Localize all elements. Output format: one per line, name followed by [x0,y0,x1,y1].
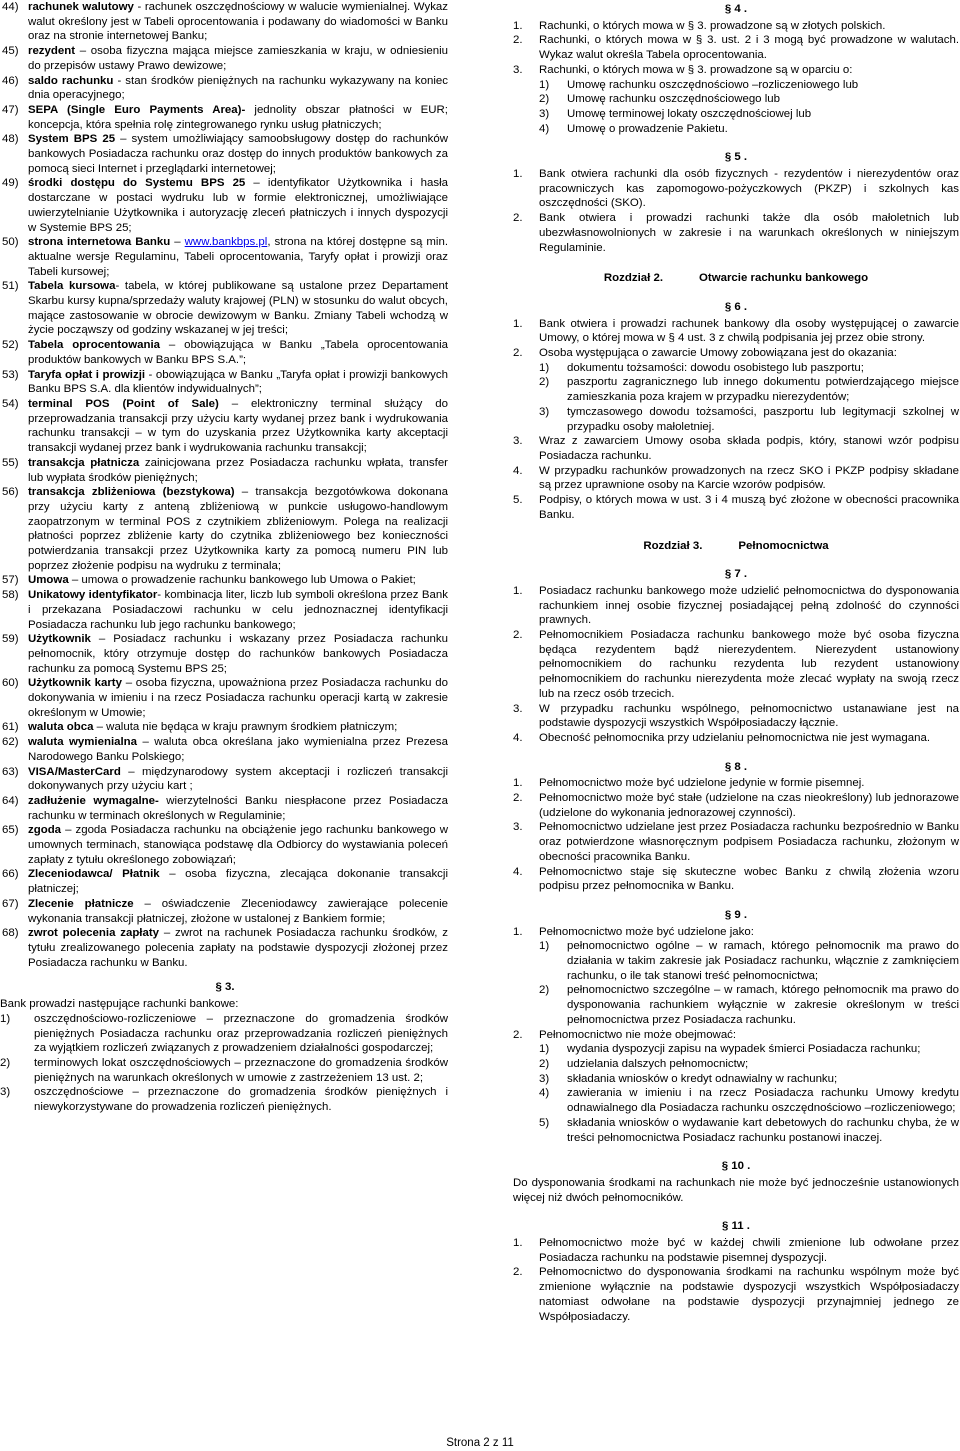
definition-item [2,338,448,367]
definition-item [2,897,448,926]
paragraph-text: Bank otwiera i prowadzi rachunki także dla osób małoletnich lub ubezwłasnowolnionych w zakresie i na warunkach określonych w niniejszym Regulaminie. [539,212,959,254]
paragraph-text: Pełnomocnictwo nie może obejmować: [539,1028,737,1041]
definition-number: 68) [2,927,19,940]
sub-item [539,92,959,107]
paragraph-text: Bank otwiera i prowadzi rachunek bankowy dla osoby występującej o zawarcie Umowy, o której mowa w § 4 ust. 3 z chwilą podpisania jej przez obie strony. [539,317,959,345]
sub-text: składania wniosków o kredyt odnawialny w rachunku; [567,1072,838,1085]
paragraph-item [513,731,959,746]
sub-number: 2) [539,93,550,106]
list-number: 3) [0,1086,11,1099]
definition-number: 61) [2,721,19,734]
sub-text: Umowę o prowadzenie Pakietu. [567,122,728,135]
definition-text: Tabela kursowa- tabela, w której publikowane są ustalone przez Departament Skarbu kursy kupna/sprzedaży waluty krajowej (PLN) w stosunku do walut obcych, mające zastosowanie w obrocie dewizowym w Banku. Zmiany Tabeli wchodzą w życie począwszy od godziny wskazanej w jej treści; [28,280,448,337]
definition-text: środki dostępu do Systemu BPS 25 – identyfikator Użytkownika i hasła dostarczane w postaci wydruku lub w formie elektronicznej, umożliwiające uwierzytelnianie Użytkownika i autoryzację zleceń płatniczych i innych dyspozycji w Systemie BPS 25; [28,177,449,234]
paragraph-item [513,346,959,361]
section-9-heading: § 9 . [724,908,748,921]
definition-item [2,676,448,720]
definition-number: 46) [2,74,19,87]
definition-term: Użytkownik [28,633,91,646]
sub-item [539,375,959,404]
definition-number: 51) [2,280,19,293]
chapter-3-heading [513,539,959,554]
definition-text: Umowa – umowa o prowadzenie rachunku bankowego lub Umowa o Pakiet; [28,574,416,587]
definition-text: Zlecenie płatnicze – oświadczenie Zleceniodawcy zawierające polecenie wykonania transakcji płatniczej, złożone w ustalonej z Bankiem formie; [28,897,448,925]
paragraph-item [513,584,959,628]
definition-text: Unikatowy identyfikator- kombinacja liter, liczb lub symboli określona przez Bank i przekazana Posiadaczowi rachunku w celu jednoznacznej identyfikacji Posiadacza rachunku lub jego rachunku bankowego; [28,589,448,631]
definition-term: Taryfa opłat i prowizji [28,368,146,381]
definition-number: 58) [2,589,19,602]
definition-item [2,397,448,456]
definition-term: terminal POS (Point of Sale) [28,397,219,410]
paragraph-text: Pełnomocnictwo staje się skuteczne wobec Banku z chwilą złożenia wzoru podpisu przez pełnomocnika w Banku. [539,865,959,893]
definition-number: 48) [2,133,19,146]
paragraph-text: Wraz z zawarciem Umowy osoba składa podpis, który, stanowi wzór podpisu Posiadacza rachunku. [539,435,959,462]
paragraph-item [513,1265,959,1324]
paragraph-item [513,434,959,463]
definition-term: Umowa [28,574,69,587]
sub-text: dokumentu tożsamości: dowodu osobistego lub paszportu; [567,361,864,374]
sub-text: wydania dyspozycji zapisu na wypadek śmierci Posiadacza rachunku; [567,1043,921,1056]
definition-text: zwrot polecenia zapłaty – zwrot na rachunek Posiadacza rachunku środków, z tytułu zrealizowanego polecenia zapłaty na podstawie dyspozycji złożonej przez Posiadacza rachunku w Banku. [28,927,448,969]
sub-number: 3) [539,1072,550,1085]
definition-number: 53) [2,368,19,381]
sub-number: 1) [539,78,550,91]
definition-item [2,456,448,485]
paragraph-item [513,820,959,864]
definition-item [2,926,448,970]
definition-item [2,74,448,103]
paragraph-text: Pełnomocnictwo do dysponowania środkami na rachunku wspólnym może być zmienione wyłącznie na podstawie dyspozycji wszystkich Współposiadaczy natomiast odwołane na podstawie dyspozycji przynajmniej jednego ze Współposiadaczy. [539,1266,959,1323]
sub-number: 2) [539,1058,550,1070]
chapter-3-title: Pełnomocnictwa [738,539,829,552]
definition-term: transakcja płatnicza [28,456,140,469]
sub-text: zawierania w imieniu i na rzecz Posiadacza rachunku Umowy kredytu odnawialnego dla Posiadacza rachunku oszczędnościowo –rozliczeniowego; [567,1087,959,1115]
paragraph-item [513,317,959,346]
definition-number: 54) [2,397,19,410]
definition-item [2,235,448,279]
definition-text: zadłużenie wymagalne- wierzytelności Banku niespłacone przez Posiadacza rachunku w terminach określonych w Regulaminie; [28,794,448,822]
paragraph-number: 3. [513,435,523,448]
definition-text: waluta obca – waluta nie będąca w kraju prawnym środkiem płatniczym; [28,721,398,734]
sub-item [539,78,959,93]
definition-number: 64) [2,794,19,807]
paragraph-number: 2. [513,347,523,360]
paragraph-item [513,865,959,894]
sub-item [539,983,959,1027]
paragraph-number: 1. [513,925,523,938]
definition-term: zwrot polecenia zapłaty [28,927,160,940]
definition-number: 49) [2,177,19,190]
definition-term: waluta obca [28,721,94,734]
section-6-heading: § 6 . [724,300,748,313]
sub-number: 1) [539,1043,550,1056]
paragraph-number: 3. [513,702,523,715]
paragraph-number: 1. [513,168,523,181]
sub-item [539,122,959,137]
paragraph-number: 1. [513,777,523,790]
paragraph-item [513,464,959,493]
paragraph-number: 1. [513,19,523,32]
definition-term: Zleceniodawca/ Płatnik [28,868,160,881]
definition-text: SEPA (Single Euro Payments Area)- jednolity obszar płatności w EUR; koncepcja, która spełnia rolę zintegrowanego rynku usług płatniczych; [28,103,448,131]
paragraph-item [513,19,959,34]
sub-text: Umowę rachunku oszczędnościowego lub [567,93,780,106]
definition-item [2,103,448,132]
sub-text: składania wniosków o wydawanie kart debetowych do rachunku chyba, że w treści pełnomocnictwa Posiadacz rachunku postanowi inaczej. [567,1116,959,1144]
paragraph-item [513,702,959,731]
definition-term: Tabela kursowa [28,280,116,293]
paragraph-text: Rachunki, o których mowa w § 3. prowadzone są w złotych polskich. [539,19,886,32]
sub-number: 1) [539,940,550,953]
definition-item [2,794,448,823]
sub-number: 3) [539,405,550,418]
definition-item [2,44,448,73]
paragraph-number: 3. [513,821,523,834]
section-3-intro: Bank prowadzi następujące rachunki bankowe: [0,998,239,1011]
definition-term: VISA/MasterCard [28,765,121,778]
sub-item [539,1086,959,1115]
paragraph-number: 4. [513,464,523,477]
list-text: terminowych lokat oszczędnościowych – przeznaczone do gromadzenia środków pieniężnych na warunkach określonych w umowie z zastrzeżeniem 13 ust. 2; [34,1056,448,1084]
paragraph-text: Pełnomocnikiem Posiadacza rachunku bankowego może być osoba fizyczna będąca rezydentem bądź nierezydentem. Nierezydent ustanowiony pełnomocnikiem do rachunku rezydenta lub rezydent ustanowiony pełnomocnikiem do rachunku nierezydenta może zlecać wypłaty na swoją rzecz lub na rzecz osób trzecich. [539,629,959,700]
definition-item [2,485,448,573]
definition-term: saldo rachunku [28,74,114,87]
paragraph-number: 4. [513,865,523,878]
section-3-block [0,997,448,1115]
sub-number: 4) [539,122,550,135]
definition-text: transakcja zbliżeniowa (bezstykowa) – transakcja bezgotówkowa dokonana przy użyciu karty z anteną zbliżeniową w punkcie usługowo-handlowym zaopatrzonym w terminal POS z czytnikiem zbliżeniowym. Polega na realizacji płatności poprzez zbliżenie karty do czytnika zbliżeniowego bez konieczności potwierdzania transakcji przez Użytkownika karty za pomocą numeru PIN lub poprzez złożenie podpisu na wydruku z terminala; [28,486,448,572]
paragraph-number: 1. [513,584,523,597]
definition-text: Użytkownik karty – osoba fizyczna, upoważniona przez Posiadacza rachunku do dokonywania w imieniu i na rzecz Posiadacza rachunku operacji kartą w zakresie określonym w Umowie; [28,677,448,719]
definition-text: Tabela oprocentowania – obowiązująca w Banku „Tabela oprocentowania produktów bankowych w Banku BPS S.A.”; [28,339,448,366]
account-type-item [0,1056,448,1085]
definition-number: 55) [2,456,19,469]
paragraph-text: Podpisy, o których mowa w ust. 3 i 4 muszą być złożone w obecności pracownika Banku. [539,494,959,521]
paragraph-item [513,493,959,522]
chapter-2-title: Otwarcie rachunku bankowego [699,272,869,285]
sub-item [539,1042,959,1057]
definition-text: rachunek walutowy - rachunek oszczędnościowy w walucie wymienialnej. Wykaz walut określony jest w Tabeli oprocentowania i podawany do wiadomości w Banku oraz na stronie internetowej Banku; [28,1,448,43]
paragraph-text: Rachunki, o których mowa w § 3. ust. 2 i 3 mogą być prowadzone w walutach. Wykaz walut określa Tabela oprocentowania. [539,34,959,62]
definition-item [2,765,448,794]
definition-term: zgoda [28,824,62,837]
paragraph-text: Posiadacz rachunku bankowego może udzielić pełnomocnictwa do dysponowania rachunkiem innej osobie fizycznej posiadającej pełną zdolność do czynności prawnych. [539,584,959,627]
sub-item [539,107,959,122]
definition-number: 56) [2,486,19,499]
definition-item [2,0,448,44]
definition-term: strona internetowa Banku [28,236,171,249]
definition-number: 67) [2,897,19,910]
definition-term: rezydent [28,45,76,58]
definition-term: Użytkownik karty [28,677,122,690]
paragraph-item [513,211,959,255]
sub-number: 4) [539,1087,550,1100]
sub-item [539,1072,959,1087]
paragraph-number: 2. [513,1266,523,1279]
definition-item [2,368,448,397]
sub-text: tymczasowego dowodu tożsamości, paszportu lub legitymacji szkolnej w przypadku osoby małoletniej. [567,405,959,433]
list-text: oszczędnościowe – przeznaczone do gromadzenia środków pieniężnych i niewykorzystywane do prowadzenia rozliczeń pieniężnych. [34,1086,448,1114]
definition-number: 44) [2,1,19,13]
definition-item [2,588,448,632]
paragraph-number: 5. [513,494,523,507]
definition-text: transakcja płatnicza zainicjowana przez Posiadacza rachunku wpłata, transfer lub wypłata środków pieniężnych; [28,456,448,484]
section-8-heading: § 8 . [724,760,748,773]
definition-term: Tabela oprocentowania [28,339,160,352]
definition-term: zadłużenie wymagalne- [28,794,159,807]
definition-term: Unikatowy identyfikator [28,589,158,602]
paragraph-number: 4. [513,731,523,744]
section-7-heading: § 7 . [724,568,748,581]
section-10-heading: § 10 . [721,1160,751,1173]
sub-text: Umowę rachunku oszczędnościowo –rozliczeniowego lub [567,78,859,91]
sub-item [539,1116,959,1145]
paragraph-item [513,791,959,820]
paragraph-text: W przypadku rachunków prowadzonych na rzecz SKO i PKZP podpisy składane są przez uprawnione osoby na Karcie wzorów podpisów. [539,464,959,492]
paragraph-number: 2. [513,34,523,47]
sub-number: 3) [539,107,550,120]
account-type-item [0,1085,448,1114]
definition-term: System BPS 25 [28,133,116,146]
definition-item [2,573,448,588]
paragraph-item [513,167,959,211]
sub-number: 5) [539,1116,550,1129]
paragraph-text: Osoba występująca o zawarcie Umowy zobowiązana jest do okazania: [539,347,897,360]
paragraph-item [513,925,959,940]
definition-text: terminal POS (Point of Sale) – elektroniczny terminal służący do przeprowadzania transakcji przy użyciu karty wydanej przez bank i wydrukowania rachunku transakcji – w tym do uzyskania przez Użytkownika karty akceptacji transakcji wydanej przez bank i wydrukowania rachunku transakcji; [28,397,448,455]
left-column [2,0,448,1115]
paragraph-text: Rachunki, o których mowa w § 3. prowadzone są w oparciu o: [539,63,853,76]
list-number: 2) [0,1056,11,1069]
definition-text: waluta wymienialna – waluta obca określana jako wymienialna przez Prezesa Narodowego Banku Polskiego; [28,736,448,763]
paragraph-text: Pełnomocnictwo może być w każdej chwili zmienione lub odwołane przez Posiadacza rachunku na podstawie pisemnej dyspozycji. [539,1237,959,1264]
definition-item [2,632,448,676]
definition-item [2,720,448,735]
section-4-heading: § 4 . [724,3,748,15]
paragraph-number: 2. [513,212,523,225]
definition-text: saldo rachunku - stan środków pieniężnych na rachunku wykazywany na koniec dnia operacyjnego; [28,74,448,102]
sub-number: 2) [539,376,550,389]
definition-text: zgoda – zgoda Posiadacza rachunku na obciążenie jego rachunku bankowego w umownych terminach, stanowiąca podstawę dla Odbiorcy do wystawiania poleceń zapłaty z tytułu określonego zobowiązań; [28,824,448,866]
definition-text: System BPS 25 – system umożliwiający samoobsługowy dostęp do rachunków bankowych Posiadacza rachunku oraz dostęp do innych produktów bankowych za pomocą sieci Internet i przeglądarki internetowej; [28,133,449,175]
definition-term: środki dostępu do Systemu BPS 25 [28,177,246,190]
definition-number: 50) [2,236,19,249]
chapter-3-label: Rozdział 3. [643,539,703,552]
sub-text: pełnomocnictwo szczególne – w ramach, którego pełnomocnik ma prawo do dysponowania rachunkiem wyłącznie w zakresie określonym w treści pełnomocnictwa przez Posiadacza rachunku. [567,984,959,1026]
sub-text: pełnomocnictwo ogólne – w ramach, którego pełnomocnik ma prawo do działania w takim zakresie jak Posiadacz rachunku, włącznie z zamknięciem rachunku, o ile tak stanowi treść pełnomocnictwa; [567,940,959,982]
sub-number: 1) [539,361,550,374]
sub-text: paszportu zagranicznego lub innego dokumentu potwierdzającego miejsce zamieszkania poza krajem w przypadku nierezydentów; [567,376,959,404]
definition-text: Zleceniodawca/ Płatnik – osoba fizyczna, zlecająca dokonanie transakcji płatniczej; [28,868,448,896]
definition-number: 52) [2,339,19,352]
sub-item [539,1057,959,1072]
paragraph-item [513,1028,959,1043]
page-footer: Strona 2 z 11 [446,1437,514,1449]
definition-number: 60) [2,677,19,690]
definition-number: 62) [2,736,19,749]
chapter-2-heading [513,271,959,286]
sub-text: udzielania dalszych pełnomocnictw; [567,1058,749,1070]
paragraph-number: 1. [513,317,523,330]
definition-text: Taryfa opłat i prowizji - obowiązująca w Banku „Taryfa opłat i prowizji bankowych Banku BPS S.A. dla klientów indywidualnych”; [28,368,448,396]
sub-item [539,361,959,376]
section-10-text: Do dysponowania środkami na rachunkach nie może być jednocześnie ustanowionych więcej niż dwóch pełnomocników. [513,1176,959,1204]
definition-number: 63) [2,765,19,778]
chapter-2-label: Rozdział 2. [603,272,664,285]
definition-number: 47) [2,103,19,116]
paragraph-number: 1. [513,1237,523,1250]
definition-term: SEPA (Single Euro Payments Area)- [28,103,246,116]
paragraph-text: W przypadku rachunku wspólnego, pełnomocnictwo ustanawiane jest na podstawie dyspozycji wszystkich Współposiadaczy łącznie. [539,702,959,730]
definition-term: waluta wymienialna [28,736,138,749]
definition-item [2,735,448,764]
right-column [513,0,959,1324]
definition-term: Zlecenie płatnicze [28,897,134,910]
paragraph-text: Obecność pełnomocnika przy udzielaniu pełnomocnictwa nie jest wymagana. [539,731,930,744]
list-text: oszczędnościowo-rozliczeniowe – przeznaczone do gromadzenia środków pieniężnych Posiadacza rachunku oraz przeprowadzania rozliczeń pieniężnych za wyjątkiem rozliczeń związanych z prowadzeniem działalności gospodarczej; [34,1012,448,1055]
section-3-heading: § 3. [215,981,235,994]
paragraph-text: Pełnomocnictwo może być udzielone jako: [539,925,754,938]
sub-number: 2) [539,984,550,997]
definition-number: 57) [2,574,19,587]
section-11-heading: § 11 . [722,1220,750,1233]
sub-item [539,939,959,983]
paragraph-item [513,628,959,702]
paragraph-number: 2. [513,792,523,805]
definition-term: rachunek walutowy [28,1,134,13]
account-type-item [0,1012,448,1056]
paragraph-text: Pełnomocnictwo może być udzielone jedynie w formie pisemnej. [539,777,865,790]
paragraph-text: Pełnomocnictwo może być stałe (udzielone na czas nieokreślony) lub jednorazowe (udzielone do wykonania jednorazowej czynności). [539,792,959,819]
paragraph-item [513,63,959,78]
definition-item [2,176,448,235]
sub-text: Umowę terminowej lokaty oszczędnościowej lub [567,107,812,120]
definition-number: 45) [2,45,19,58]
paragraph-item [513,776,959,791]
definition-text: strona internetowa Banku – www.bankbps.pl, strona na której dostępne są min. aktualne wersje Regulaminu, Tabeli oprocentowania, Taryfy opłat i prowizji oraz Tabeli kursowej; [28,236,449,278]
list-number: 1) [0,1012,11,1025]
definition-item [2,867,448,896]
definition-text: VISA/MasterCard – międzynarodowy system akceptacji i rozliczeń transakcji dokonywanych przy użyciu kart ; [28,765,448,793]
definition-item [2,823,448,867]
bank-website-link[interactable]: www.bankbps.pl [184,236,268,249]
definition-term: transakcja zbliżeniowa (bezstykowa) [28,486,235,499]
paragraph-number: 2. [513,1028,523,1041]
definition-text: Użytkownik – Posiadacz rachunku i wskazany przez Posiadacza rachunku pełnomocnik, który otrzymuje dostęp do rachunków bankowych Posiadacza rachunku za pomocą Systemu BPS 25; [28,633,448,675]
paragraph-text: Bank otwiera rachunki dla osób fizycznych - rezydentów i nierezydentów oraz pracowniczych kas zapomogowo-pożyczkowych (PKZP) i szkolnych kas oszczędności (SKO). [539,168,959,210]
definition-number: 66) [2,868,19,881]
section-5-heading: § 5 . [724,151,748,164]
paragraph-item [513,33,959,62]
definition-item [2,279,448,338]
definition-text: rezydent – osoba fizyczna mająca miejsce zamieszkania w kraju, w odniesieniu do przepisów ustawy Prawo dewizowe; [28,45,448,72]
definition-item [2,132,448,176]
paragraph-item [513,1236,959,1265]
paragraph-number: 2. [513,629,523,642]
definition-number: 59) [2,633,19,646]
sub-item [539,405,959,434]
paragraph-number: 3. [513,63,523,76]
paragraph-text: Pełnomocnictwo udzielane jest przez Posiadacza rachunku bezpośrednio w Banku oraz potwierdzone własnoręcznym podpisem Posiadacza rachunku, złożonym w obecności pracownika Banku. [539,821,959,863]
definition-number: 65) [2,824,19,837]
